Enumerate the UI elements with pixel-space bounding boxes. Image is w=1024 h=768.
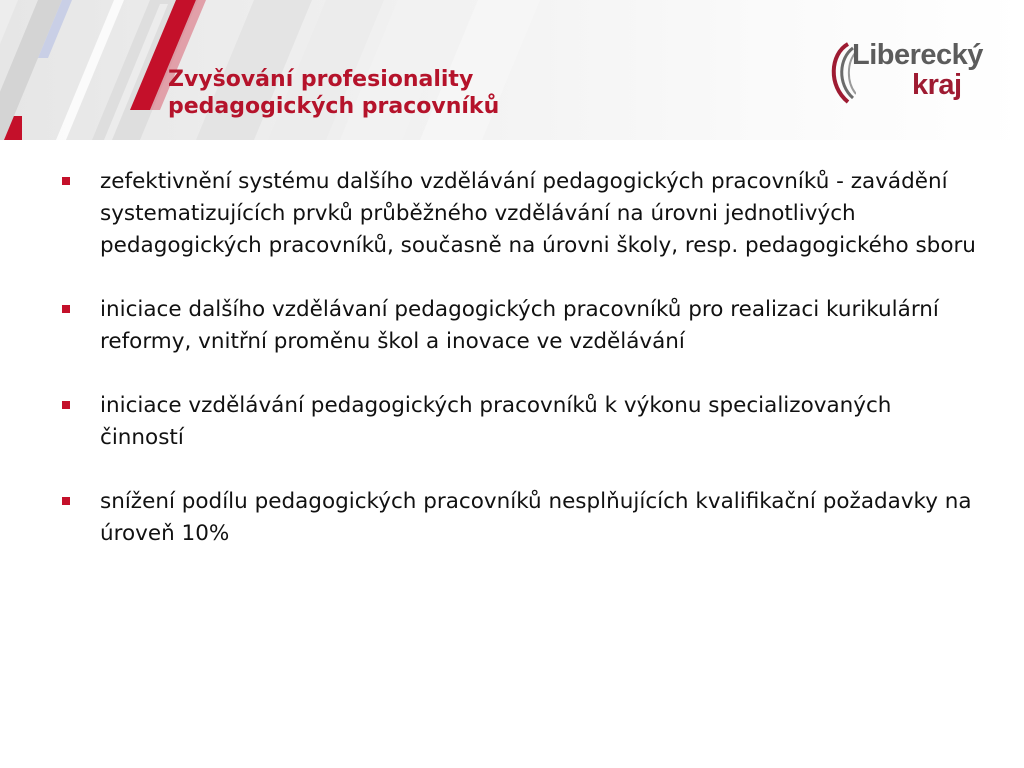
logo-line-liberecky: Liberecký [852,39,983,71]
bullet-item [62,390,982,454]
square-bullet-icon [62,401,70,409]
square-bullet-icon [62,177,70,185]
bullet-item [62,166,982,262]
bullet-text: zefektivnění systému dalšího vzdělávání pedagogických pracovníků - zavádění systematizujících prvků průběžného vzdělávání na úrovni jednotlivých pedagogických pracovníků, současně na úrovni školy, resp. pedagogického sboru [100,169,976,258]
bullet-text: snížení podílu pedagogických pracovníků nesplňujících kvalifikační požadavky na úroveň 10% [100,489,972,546]
square-bullet-icon [62,305,70,313]
bullet-text: iniciace dalšího vzdělávaní pedagogických pracovníků pro realizaci kurikulární reformy, vnitřní proměnu škol a inovace ve vzdělávání [100,297,939,354]
logo-line-kraj: kraj [912,69,962,101]
slide-title [168,66,728,120]
bullet-list [62,166,982,550]
logo-wordmark [852,40,983,100]
bullet-item [62,486,982,550]
slide-title-line: Zvyšování profesionality [168,67,474,92]
liberecky-kraj-logo [826,40,986,106]
slide-title-line: pedagogických pracovníků [168,94,500,119]
square-bullet-icon [62,497,70,505]
bullet-item [62,294,982,358]
bullet-text: iniciace vzdělávání pedagogických pracovníků k výkonu specializovaných činností [100,393,892,450]
